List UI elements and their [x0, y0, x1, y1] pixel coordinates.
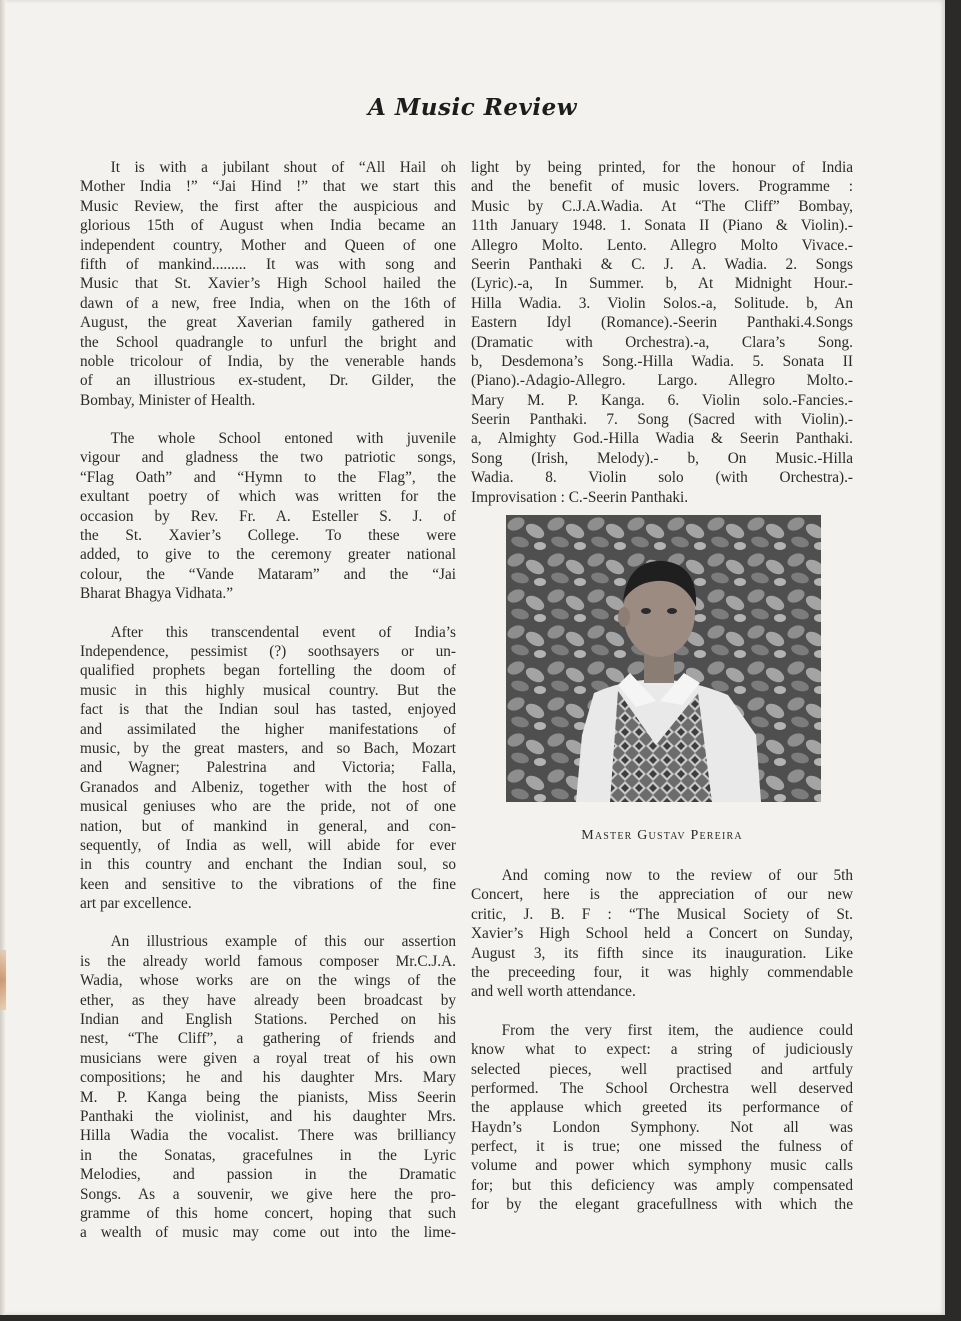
text-line: a wealth of music may come out into the lime-: [80, 1224, 456, 1242]
text-line: nation, but of mankind in general, and con-: [80, 817, 456, 835]
text-line: M. P. Kanga being the pianists, Miss Seerin: [80, 1088, 456, 1106]
text-line: noble tricolour of India, by the venerable hands: [80, 352, 456, 370]
text-line: b, Desdemona’s Song.-Hilla Wadia. 5. Sonata II: [471, 352, 853, 370]
photo-caption: Master Gustav Pereira: [581, 828, 743, 843]
text-line: An illustrious example of this our assertion: [80, 933, 456, 951]
text-line: Wadia. 8. Violin solo (with Orchestra).-: [471, 469, 853, 487]
text-line: Granados and Albeniz, together with the host of: [80, 778, 456, 796]
text-line: qualified prophets began fortelling the doom of: [80, 662, 456, 680]
text-line: perfect, it is true; one missed the fulness of: [471, 1138, 853, 1156]
text-line: independent country, Mother and Queen of one: [80, 236, 456, 254]
text-line: art par excellence.: [80, 895, 192, 913]
text-line: music, by the great masters, and so Bach, Mozart: [80, 739, 456, 757]
text-line: compositions; he and his daughter Mrs. Mary: [80, 1069, 456, 1087]
text-line: Hilla Wadia. 3. Violin Solos.-a, Solitude. b, An: [471, 294, 853, 312]
boy-portrait-image: [506, 515, 821, 802]
text-line: Xavier’s High School held a Concert on Sunday,: [471, 925, 853, 943]
paragraph-gap: [80, 604, 456, 623]
text-line: in the Sonatas, gracefulnes in the Lyric: [80, 1146, 456, 1164]
text-line: (Lyric).-a, In Summer. b, At Midnight Hour.-: [471, 275, 853, 293]
text-line: musicians were given a royal treat of his own: [80, 1049, 456, 1067]
text-line: And coming now to the review of our 5th: [471, 867, 853, 884]
text-line: Bharat Bhagya Vidhata.”: [80, 585, 233, 603]
text-line: know what to expect: a string of judiciously: [471, 1041, 853, 1059]
text-line: light by being printed, for the honour of India: [471, 159, 853, 176]
text-line: August, the great Xaverian family gathered in: [80, 314, 456, 332]
text-line: “Flag Oath” and “Hymn to the Flag”, the: [80, 468, 456, 486]
paragraph-gap: [80, 913, 456, 932]
text-line: glorious 15th of August when India became an: [80, 217, 456, 235]
text-line: the School quadrangle to unfurl the bright and: [80, 333, 456, 351]
text-line: volume and power which symphony music calls: [471, 1157, 853, 1175]
text-line: music in this highly musical country. But the: [80, 681, 456, 699]
text-line: Seerin Panthaki & C. J. A. Wadia. 2. Songs: [471, 255, 853, 273]
text-line: fact is that the Indian soul has tasted, enjoyed: [80, 701, 456, 719]
text-line: Haydn’s London Symphony. Not all was: [471, 1118, 853, 1136]
text-line: Music that St. Xavier’s High School hailed the: [80, 275, 456, 293]
text-line: for; but this deficiency was amply compensated: [471, 1176, 853, 1194]
text-line: It is with a jubilant shout of “All Hail oh: [80, 159, 456, 176]
text-line: added, to give to the ceremony greater national: [80, 546, 456, 564]
text-line: Improvisation : C.-Seerin Panthaki.: [471, 488, 689, 506]
text-line: sequently, of India as well, will abide for ever: [80, 836, 456, 854]
text-line: performed. The School Orchestra well deserved: [471, 1079, 853, 1097]
text-line: dawn of a new, free India, when on the 16th of: [80, 294, 456, 312]
text-line: the St. Xavier’s College. To these were: [80, 527, 456, 545]
text-line: is the already world famous composer Mr.C.J.A.: [80, 952, 456, 970]
text-line: Panthaki the violinist, and his daughter Mrs.: [80, 1107, 456, 1125]
left-column: [80, 158, 456, 1243]
text-line: Music by C.J.A.Wadia. At “The Cliff” Bombay,: [471, 197, 853, 215]
text-line: 11th January 1948. 1. Sonata II (Piano & Violin).-: [471, 217, 853, 235]
text-line: vigour and gladness the two patriotic songs,: [80, 449, 456, 467]
text-line: and Wagner; Palestrina and Victoria; Falla,: [80, 759, 456, 777]
article-title: A Music Review: [367, 94, 577, 121]
text-line: for by the elegant gracefullness with which the: [471, 1196, 853, 1214]
text-line: Hilla Wadia the vocalist. There was brilliancy: [80, 1127, 456, 1145]
text-line: Concert, here is the appreciation of our new: [471, 886, 853, 904]
text-line: Independence, pessimist (?) soothsayers or un-: [80, 642, 456, 660]
text-line: critic, J. B. F : “The Musical Society of St.: [471, 905, 853, 923]
portrait-photo: [506, 515, 821, 802]
text-line: The whole School entoned with juvenile: [80, 430, 456, 448]
text-line: (Dramatic with Orchestra).-a, Clara’s Song.: [471, 333, 853, 351]
text-line: keen and sensitive to the vibrations of the fine: [80, 875, 456, 893]
text-line: gramme of this home concert, hoping that such: [80, 1204, 456, 1222]
text-line: exultant poetry of which was written for the: [80, 488, 456, 506]
text-line: Song (Irish, Melody).- b, On Music.-Hilla: [471, 449, 853, 467]
text-line: Mother India !” “Jai Hind !” that we start this: [80, 178, 456, 196]
paper-stain: [0, 950, 6, 1010]
text-line: a, Almighty God.-Hilla Wadia & Seerin Panthaki.: [471, 430, 853, 448]
text-line: Wadia, whose works are on the wings of the: [80, 972, 456, 990]
right-column-review: [471, 866, 853, 1215]
text-line: Allegro Molto. Lento. Allegro Molto Vivace.-: [471, 236, 853, 254]
text-line: August 3, its fifth since its inauguration. Like: [471, 944, 853, 962]
text-line: and the benefit of music lovers. Programme :: [471, 178, 853, 196]
text-line: and assimilated the higher manifestations of: [80, 720, 456, 738]
text-line: nest, “The Cliff”, a gathering of friends and: [80, 1030, 456, 1048]
text-line: musical geniuses who are the pride, not of one: [80, 798, 456, 816]
right-column-programme: [471, 158, 853, 507]
text-line: and well worth attendance.: [471, 983, 636, 1001]
text-line: fifth of mankind......... It was with song and: [80, 255, 456, 273]
page-edge: [0, 0, 6, 1315]
text-line: occasion by Rev. Fr. A. Esteller S. J. of: [80, 507, 456, 525]
text-line: the applause which greeted its performance of: [471, 1099, 853, 1117]
text-line: colour, the “Vande Mataram” and the “Jai: [80, 565, 456, 583]
text-line: After this transcendental event of India’s: [80, 623, 456, 641]
text-line: Mary M. P. Kanga. 6. Violin solo.-Fancies.-: [471, 391, 853, 409]
text-line: (Piano).-Adagio-Allegro. Largo. Allegro Molto.-: [471, 372, 853, 390]
text-line: of an illustrious ex-student, Dr. Gilder, the: [80, 372, 456, 390]
text-line: Melodies, and passion in the Dramatic: [80, 1166, 456, 1184]
text-line: selected pieces, well practised and artfuly: [471, 1060, 853, 1078]
text-line: the preceeding four, it was highly commendable: [471, 963, 853, 981]
paragraph-gap: [471, 1002, 853, 1021]
text-line: Eastern Idyl (Romance).-Seerin Panthaki.4.Songs: [471, 314, 853, 332]
paragraph-gap: [80, 410, 456, 429]
text-line: From the very first item, the audience could: [471, 1021, 853, 1039]
text-line: ether, as they have already been broadcast by: [80, 991, 456, 1009]
text-line: Bombay, Minister of Health.: [80, 391, 256, 409]
text-line: in this country and enchant the Indian soul, so: [80, 856, 456, 874]
text-line: Music Review, the first after the auspicious and: [80, 197, 456, 215]
text-line: Indian and English Stations. Perched on his: [80, 1011, 456, 1029]
text-line: Seerin Panthaki. 7. Song (Sacred with Violin).-: [471, 411, 853, 429]
text-line: Songs. As a souvenir, we give here the pro-: [80, 1185, 456, 1203]
